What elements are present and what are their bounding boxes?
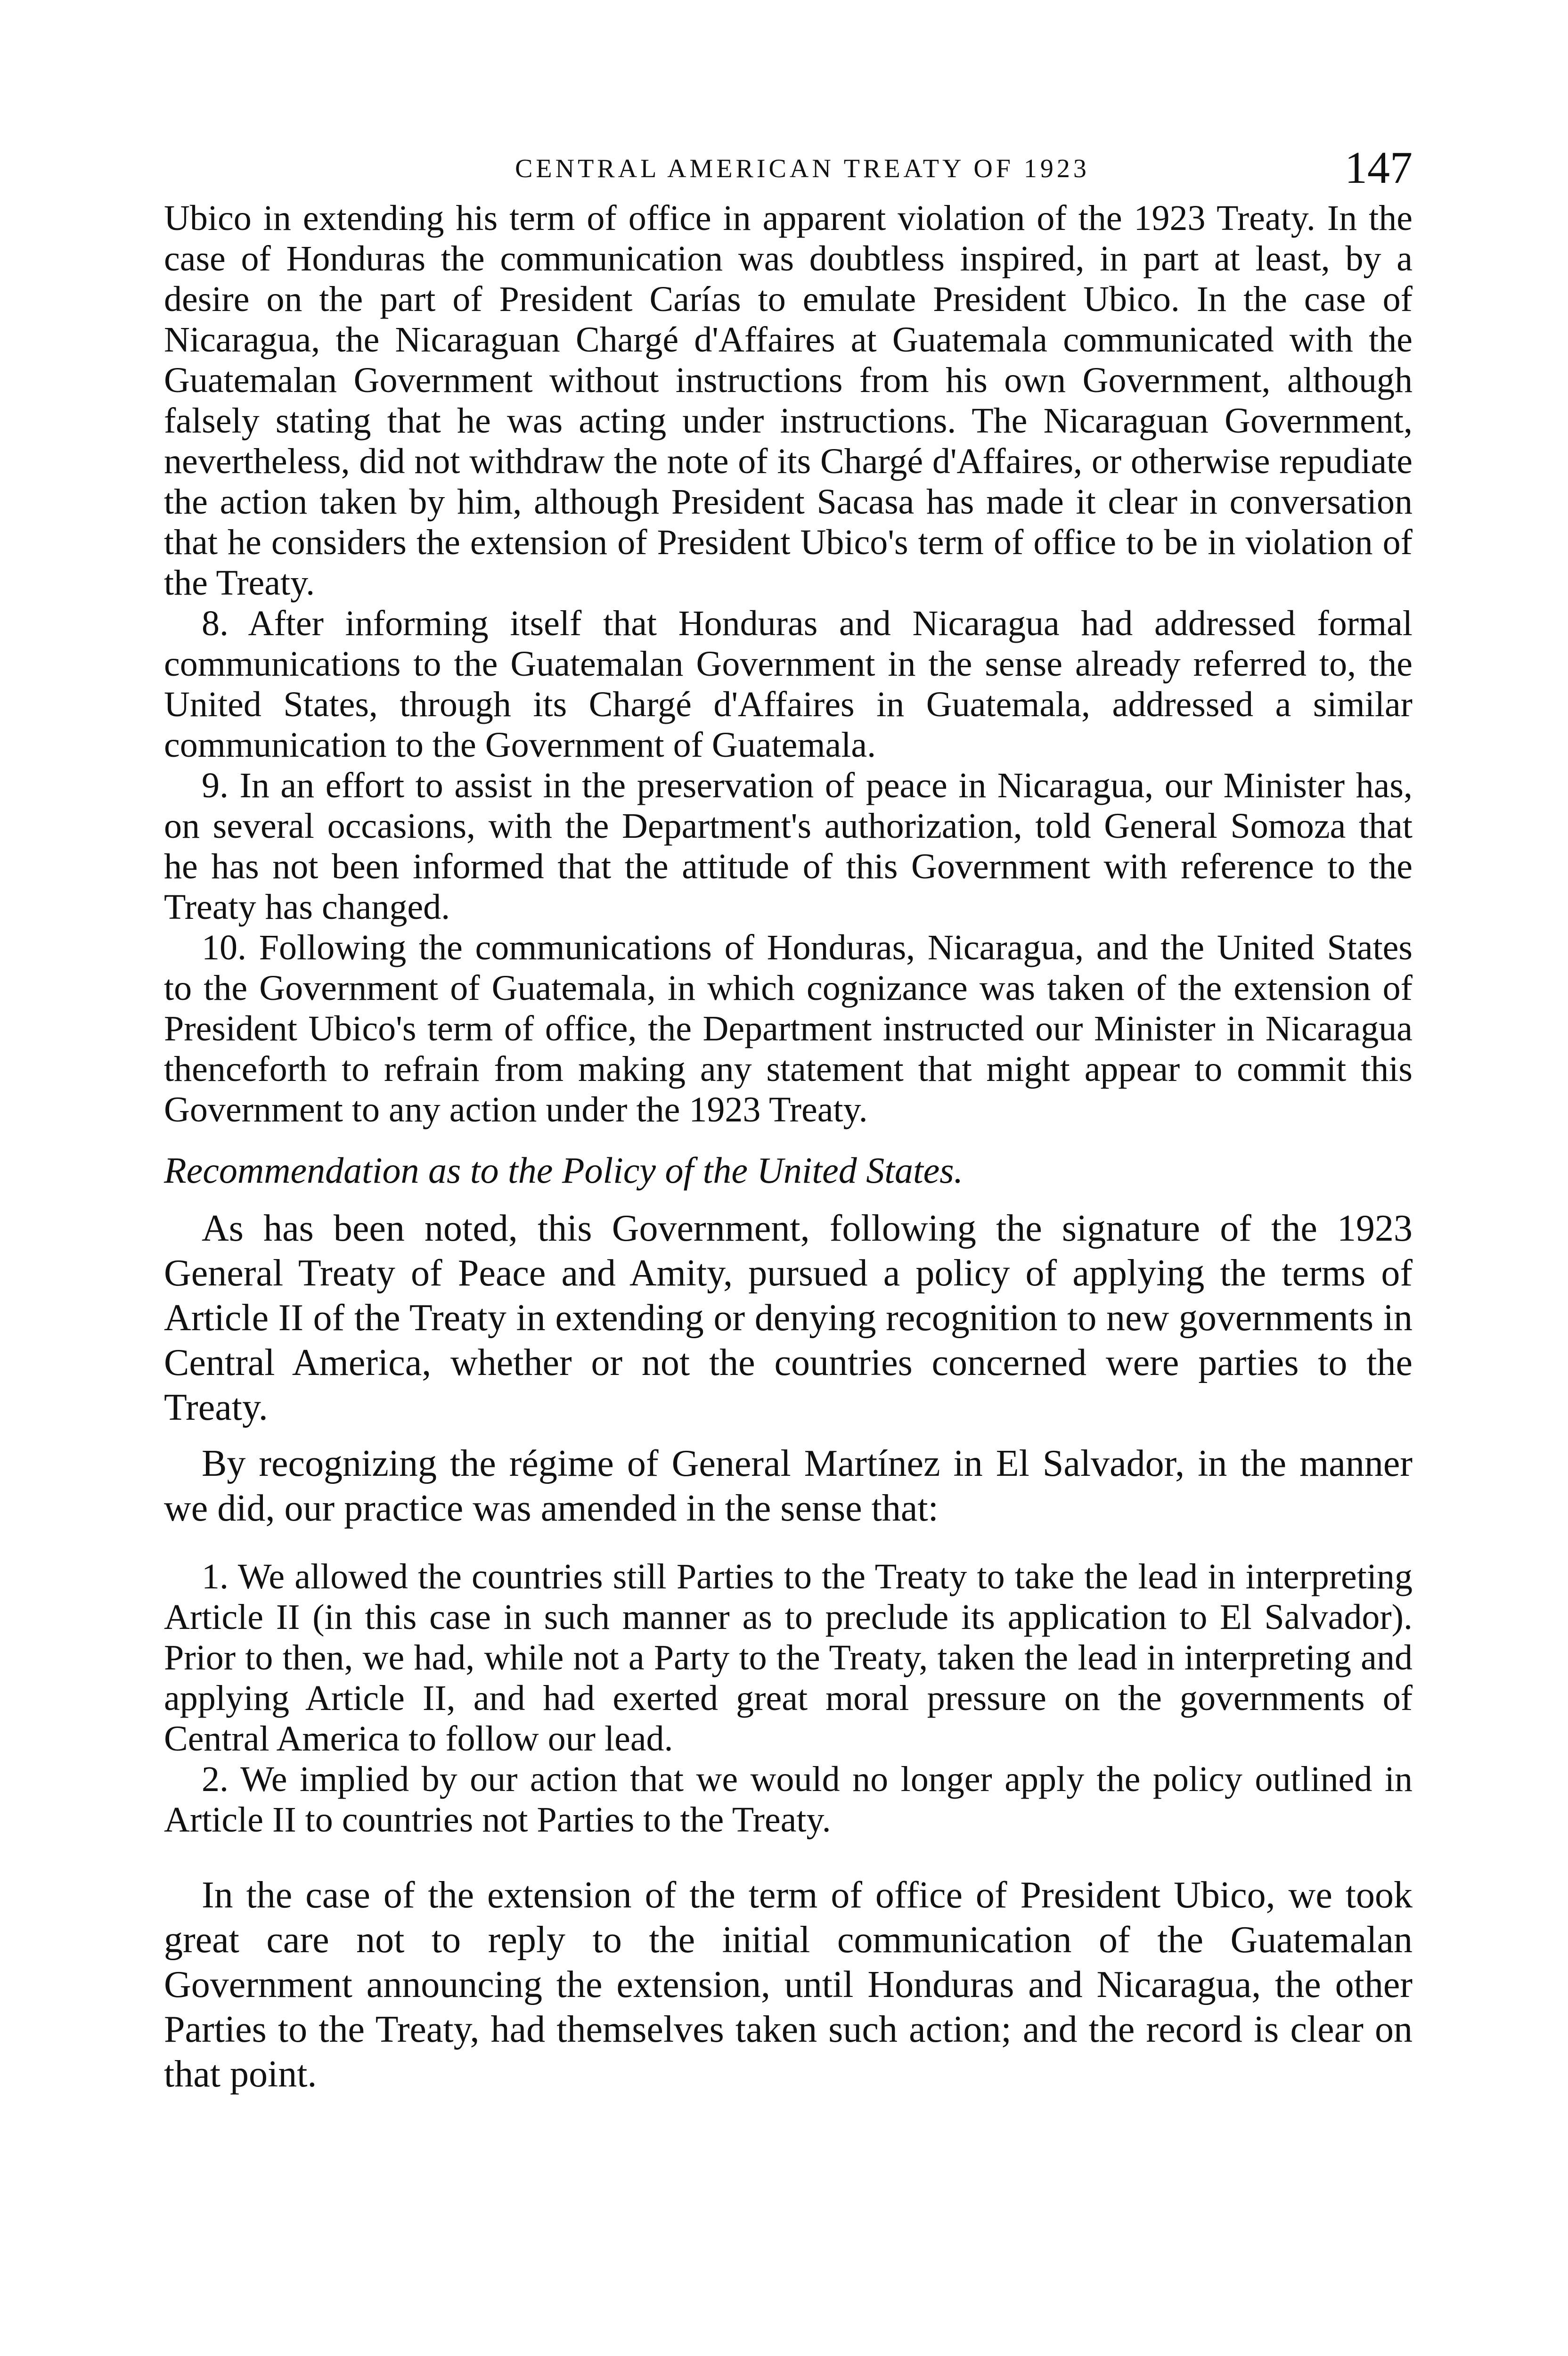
running-title: CENTRAL AMERICAN TREATY OF 1923 <box>515 154 1090 183</box>
numbered-item-2: 2. We implied by our action that we would no longer apply the policy outlined in Article II to countries not Parties to the Treaty. <box>164 1759 1413 1840</box>
paragraph-10: 10. Following the communications of Honduras, Nicaragua, and the United States to the Government of Guatemala, in which cognizance was taken of the extension of President Ubico's term of office, the Department instructed our Minister in Nicaragua thenceforth to refrain from making any statement that might appear to commit this Government to any action under the 1923 Treaty. <box>164 928 1413 1129</box>
page-number: 147 <box>1345 142 1413 193</box>
recommendation-paragraph-1: As has been noted, this Government, following the signature of the 1923 General Treaty of Peace and Amity, pursued a policy of applying the terms of Article II of the Treaty in extending or denying recognition to new governments in Central America, whether or not the countries concerned were parties to the Treaty. <box>164 1208 1413 1428</box>
body-text-closing <box>164 1873 1413 2097</box>
body-text-upper <box>164 198 1413 1130</box>
numbered-item-1: 1. We allowed the countries still Parties to the Treaty to take the lead in interpreting Article II (in this case in such manner as to preclude its application to El Salvador). Prior to then, we had, while not a Party to the Treaty, taken the lead in interpreting and applying Article II, and had exerted great moral pressure on the governments of Central America to follow our lead. <box>164 1557 1413 1759</box>
closing-paragraph: In the case of the extension of the term of office of President Ubico, we took great care not to reply to the initial communication of the Guatemalan Government announcing the extension, until Honduras and Nicaragua, the other Parties to the Treaty, had themselves taken such action; and the record is clear on that point. <box>164 1874 1413 2095</box>
running-header <box>164 141 1413 198</box>
paragraph-8: 8. After informing itself that Honduras and Nicaragua had addressed formal communications to the Guatemalan Government in the sense already referred to, the United States, through its Chargé d'Affaires in Guatemala, addressed a similar communication to the Government of Guatemala. <box>164 604 1413 765</box>
numbered-list <box>164 1556 1413 1840</box>
paragraph-9: 9. In an effort to assist in the preservation of peace in Nicaragua, our Minister has, on several occasions, with the Department's authorization, told General Somoza that he has not been informed that the attitude of this Government with reference to the Treaty has changed. <box>164 766 1413 927</box>
body-text-recommendation <box>164 1206 1413 1531</box>
recommendation-paragraph-2: By recognizing the régime of General Martínez in El Salvador, in the manner we did, our practice was amended in the sense that: <box>164 1443 1413 1529</box>
section-heading: Recommendation as to the Policy of the United States. <box>164 1150 964 1191</box>
document-page <box>164 141 1413 2108</box>
paragraph-continuation: Ubico in extending his term of office in apparent violation of the 1923 Treaty. In the case of Honduras the communication was doubtless inspired, in part at least, by a desire on the part of President Carías to emulate President Ubico. In the case of Nicaragua, the Nicaraguan Chargé d'Affaires at Guatemala communicated with the Guatemalan Government without instructions from his own Government, although falsely stating that he was acting under instructions. The Nicaraguan Government, nevertheless, did not withdraw the note of its Chargé d'Affaires, or otherwise repudiate the action taken by him, although President Sacasa has made it clear in conversation that he considers the extension of President Ubico's term of office to be in violation of the Treaty. <box>164 198 1413 603</box>
